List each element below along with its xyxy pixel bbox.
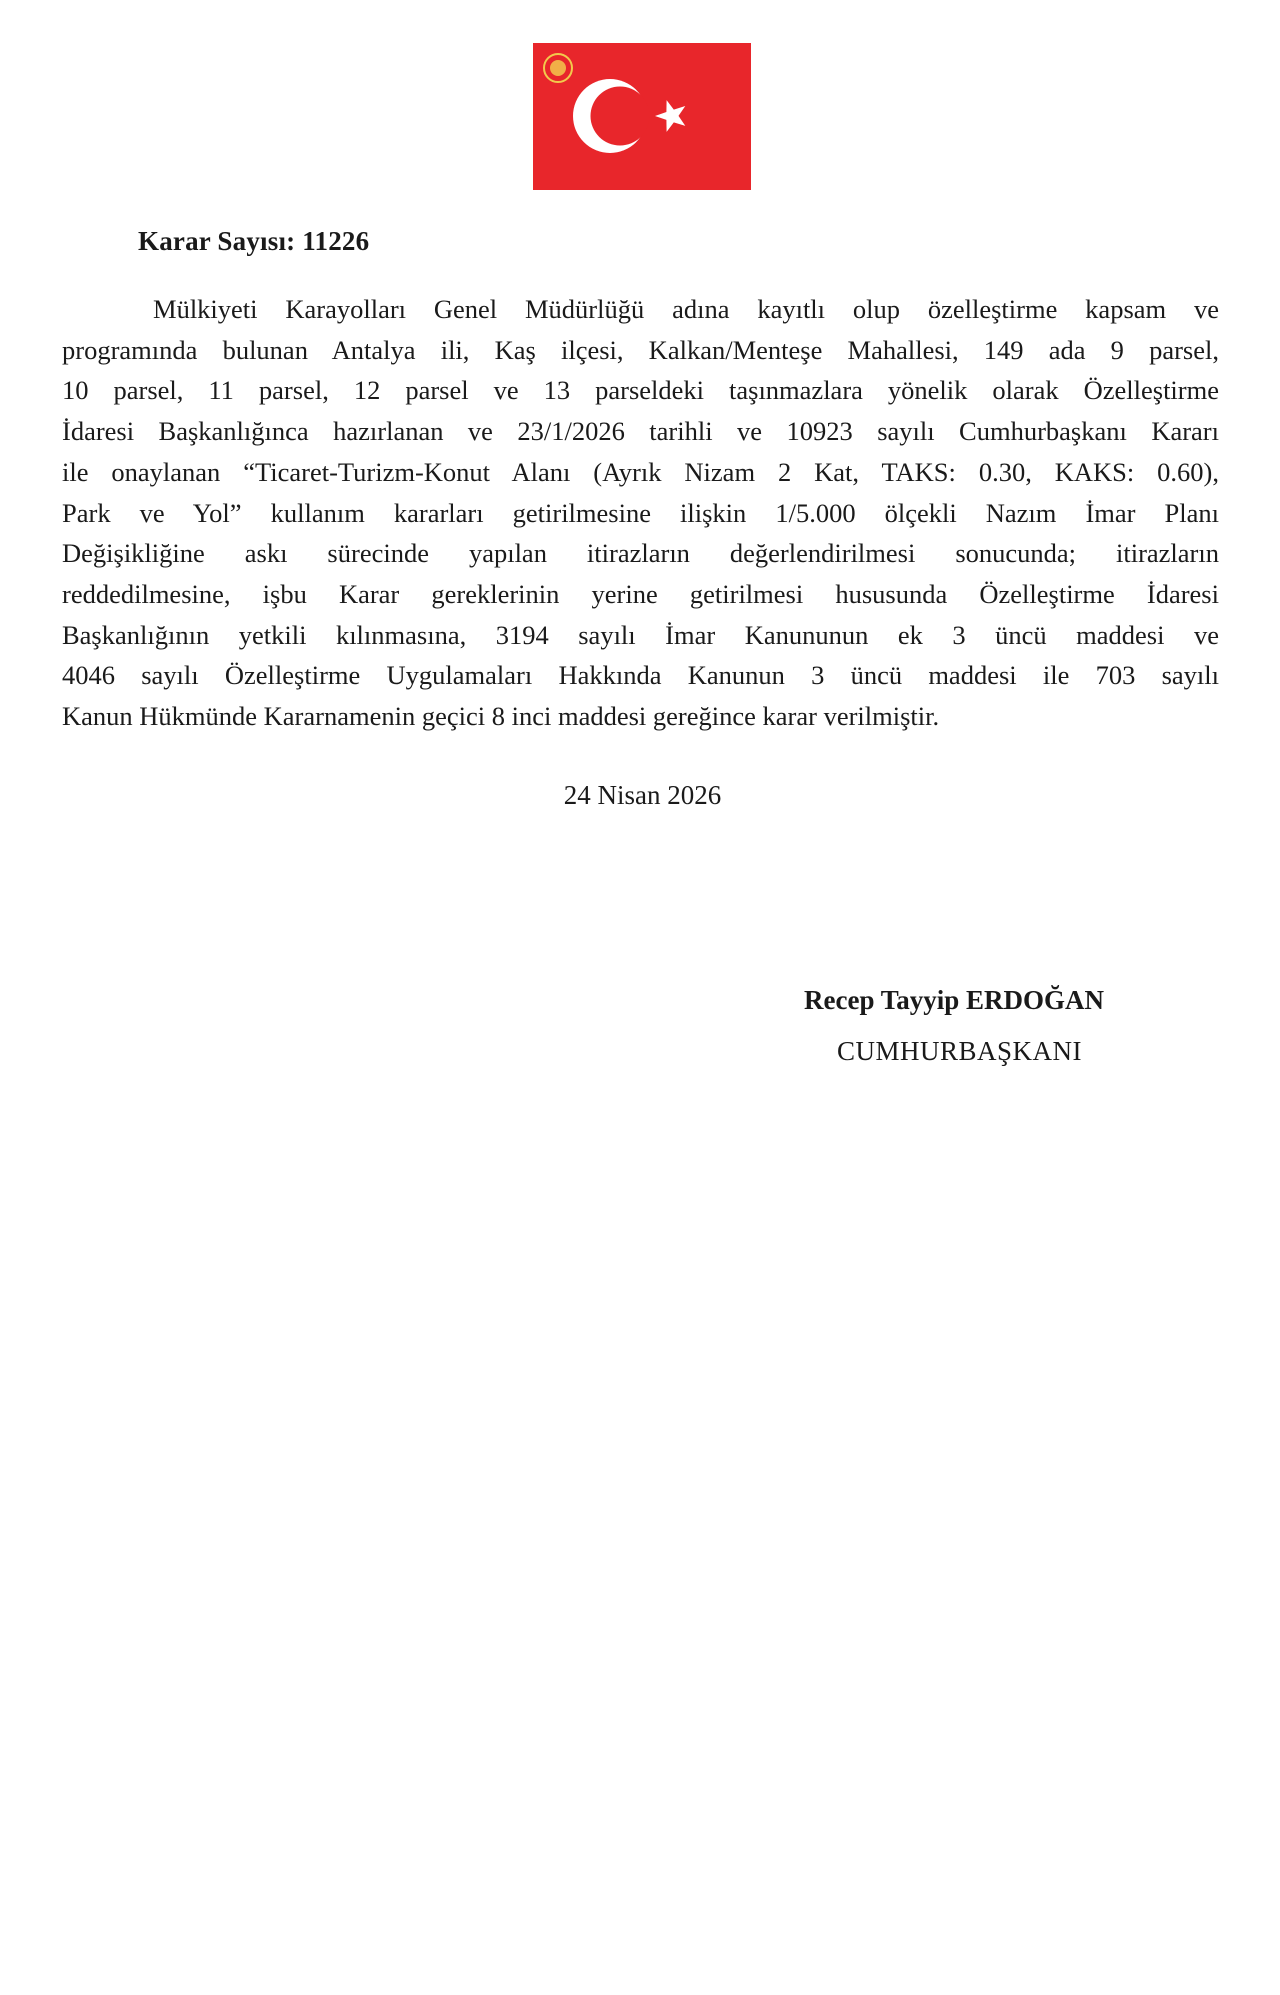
signer-title: CUMHURBAŞKANI: [837, 1036, 1083, 1066]
body-line: İdaresi Başkanlığınca hazırlanan ve 23/1/2026 tarihli ve 10923 sayılı Cumhurbaşkanı Kararı: [62, 416, 1219, 447]
body-line: programında bulunan Antalya ili, Kaş ilçesi, Kalkan/Menteşe Mahallesi, 149 ada 9 parsel,: [62, 334, 1219, 365]
body-line: Başkanlığının yetkili kılınmasına, 3194 sayılı İmar Kanununun ek 3 üncü maddesi ve: [62, 619, 1219, 650]
signer-name: Recep Tayyip ERDOĞAN: [804, 985, 1105, 1015]
decision-number: Karar Sayısı: 11226: [138, 226, 370, 256]
body-line: Kanun Hükmünde Kararnamenin geçici 8 inci maddesi gereğince karar verilmiştir.: [62, 701, 940, 732]
body-line: 4046 sayılı Özelleştirme Uygulamaları Hakkında Kanunun 3 üncü maddesi ile 703 sayılı: [62, 660, 1219, 691]
decision-body: [62, 289, 1219, 737]
body-line: Değişikliğine askı sürecinde yapılan itirazların değerlendirilmesi sonucunda; itirazların: [62, 538, 1219, 569]
body-line: ile onaylanan “Ticaret-Turizm-Konut Alanı (Ayrık Nizam 2 Kat, TAKS: 0.30, KAKS: 0.60),: [62, 456, 1219, 487]
body-line: reddedilmesine, işbu Karar gereklerinin yerine getirilmesi hususunda Özelleştirme İdaresi: [62, 578, 1219, 609]
decision-date: 24 Nisan 2026: [563, 780, 722, 810]
turkish-flag-icon: [533, 43, 751, 190]
body-line: Mülkiyeti Karayolları Genel Müdürlüğü adına kayıtlı olup özelleştirme kapsam ve: [153, 294, 1219, 324]
body-line: 10 parsel, 11 parsel, 12 parsel ve 13 parseldeki taşınmazlara yönelik olarak Özelleştirme: [62, 375, 1219, 406]
body-line: Park ve Yol” kullanım kararları getirilmesine ilişkin 1/5.000 ölçekli Nazım İmar Planı: [62, 497, 1219, 528]
